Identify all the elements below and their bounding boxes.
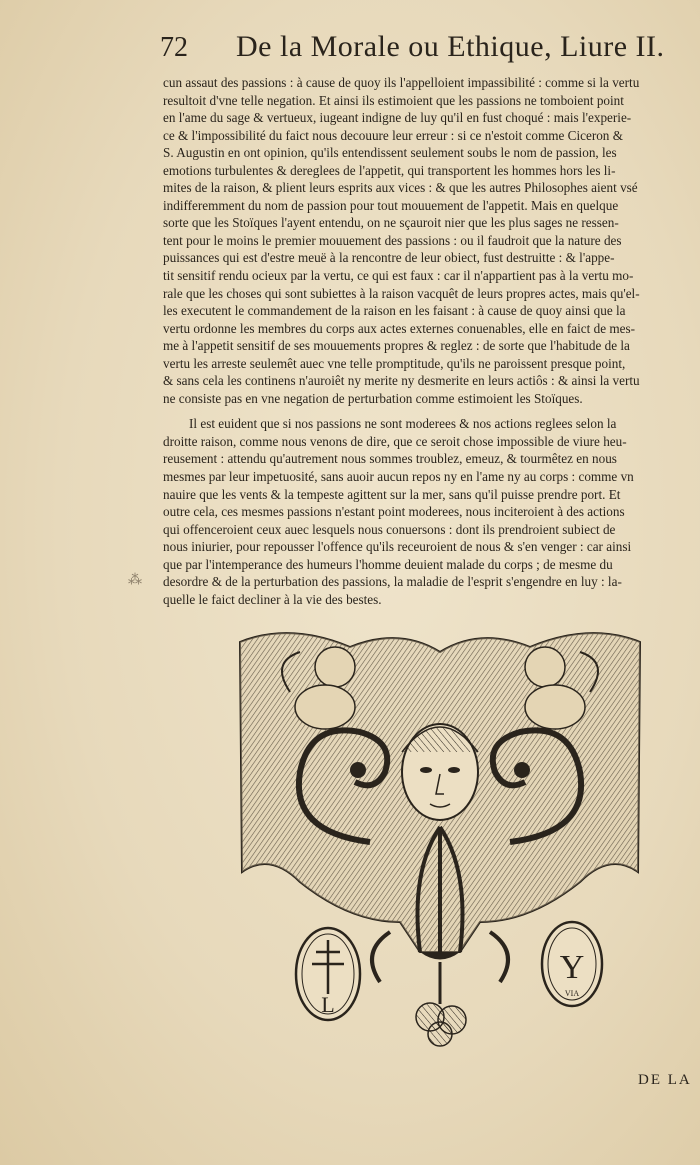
text-line: quelle le faict decliner à la vie des bestes. (163, 591, 382, 607)
central-mask-icon (402, 724, 478, 820)
text-line: nous iniurier, pour repousser l'offence qu'ils receuroient de nous & s'en venger : car ainsi (163, 539, 632, 555)
text-line: tit sensitif rendu ocieux par la vertu, ce qui est faux : car il n'appartient pas à la vertu mo- (163, 268, 634, 284)
right-medallion-letter: Y (559, 949, 585, 986)
running-title: De la Morale ou Ethique, Liure II. (236, 30, 665, 63)
text-line: desordre & de la perturbation des passions, la maladie de l'esprit s'engendre en luy : la- (163, 574, 622, 590)
text-line: rale que les choses qui sont subiettes à la raison vacquêt de leurs propres actes, mais qu'el- (163, 285, 640, 301)
page-header (160, 28, 665, 72)
body-text (163, 74, 659, 608)
text-line: ce & l'impossibilité du faict nous decouure leur erreur : si ce n'estoit comme Ciceron & (163, 127, 623, 143)
text-line: mesmes par leur impetuosité, sans auoir aucun repos ny en l'ame ny au corps : comme vn (163, 469, 634, 485)
tailpiece-ornament (230, 622, 650, 1062)
text-line: indifferemment du nom de passion pour tout mouuement de l'appetit. Mais en quelque (163, 197, 619, 213)
paragraph-2 (163, 415, 659, 608)
text-line: vertu les arreste seulemêt auec vne telle promptitude, qu'ils ne paroissent presque point, (163, 355, 626, 371)
flower-bouquet-icon (416, 962, 466, 1046)
text-line: mites de la raison, & plient leurs esprits aux vices : & que les autres Philosophes aient vsé (163, 180, 638, 196)
right-medallion (542, 922, 602, 1006)
text-line: vertu ordonne les membres du corps aux actes externes conuenables, elle en faict de mes- (163, 320, 636, 336)
text-line: S. Augustin en ont opinion, qu'ils entendissent seulement soubs le nom de passion, les (163, 145, 617, 161)
text-line: outre cela, ces mesmes passions n'estant point moderees, nous inciteroient à des actions (163, 504, 625, 520)
right-medallion-motto: VIA (564, 989, 580, 998)
text-line: reusement : attendu qu'autrement nous sommes troublez, emeuz, & tourmêtez en nous (163, 451, 617, 467)
text-line: sorte que les Stoïques l'ayent entendu, on ne sçauroit nier que les plus sages ne ressen- (163, 215, 619, 231)
text-line: me à l'appetit sensitif de ses mouuements propres & reglez : de sorte que l'habitude de la (163, 338, 630, 354)
left-medallion-letter: L (321, 992, 335, 1017)
text-line: nauire que les vents & la tempeste agittent sur la mer, sans qu'il puisse prendre port. Et (163, 486, 621, 502)
text-line: Il est euident que si nos passions ne sont moderees & nos actions reglees selon la (189, 416, 617, 432)
text-line: tent pour le moins le premier mouuement des passions : ou il faudroit que la nature des (163, 232, 622, 248)
text-line: en l'ame du sage & vertueux, iugeant indigne de luy qu'il en fust choqué : mais l'experie- (163, 110, 632, 126)
page-number: 72 (160, 32, 188, 63)
text-line: qui offenceroient ceux auec lesquels nous conuersons : dont ils prendroient subiect de (163, 521, 616, 537)
text-line: les executent le commandement de la raison en les faisant : à cause de quoy ainsi que la (163, 303, 626, 319)
margin-mark: ⁂ (128, 572, 142, 588)
text-line: & sans cela les continens n'auroiêt ny merite ny desmerite en leurs actiôs : & ainsi la vertu (163, 373, 640, 389)
text-line: resultoit d'vne telle negation. Et ainsi ils estimoient que les passions ne tomboient point (163, 92, 624, 108)
text-line: que par l'intemperance des humeurs l'homme deuient malade du corps ; de mesme du (163, 556, 613, 572)
text-line: ne consiste pas en vne negation de perturbation comme estimoient les Stoïques. (163, 390, 583, 406)
text-line: cun assaut des passions : à cause de quoy ils l'appelloient impassibilité : comme si la vertu (163, 75, 640, 90)
text-line: puissances qui est d'estre meuë à la rencontre de leur obiect, fust destruitte : & l'appe- (163, 250, 615, 266)
text-line: droitte raison, comme nous venons de dire, que ce seroit chose impossible de viure heu- (163, 433, 627, 449)
left-medallion (296, 928, 360, 1020)
catchword: DE LA (638, 1072, 692, 1088)
text-line: emotions turbulentes & dereglees de l'appetit, qui transportent les hommes hors les li- (163, 162, 616, 178)
paragraph-1 (163, 74, 659, 407)
